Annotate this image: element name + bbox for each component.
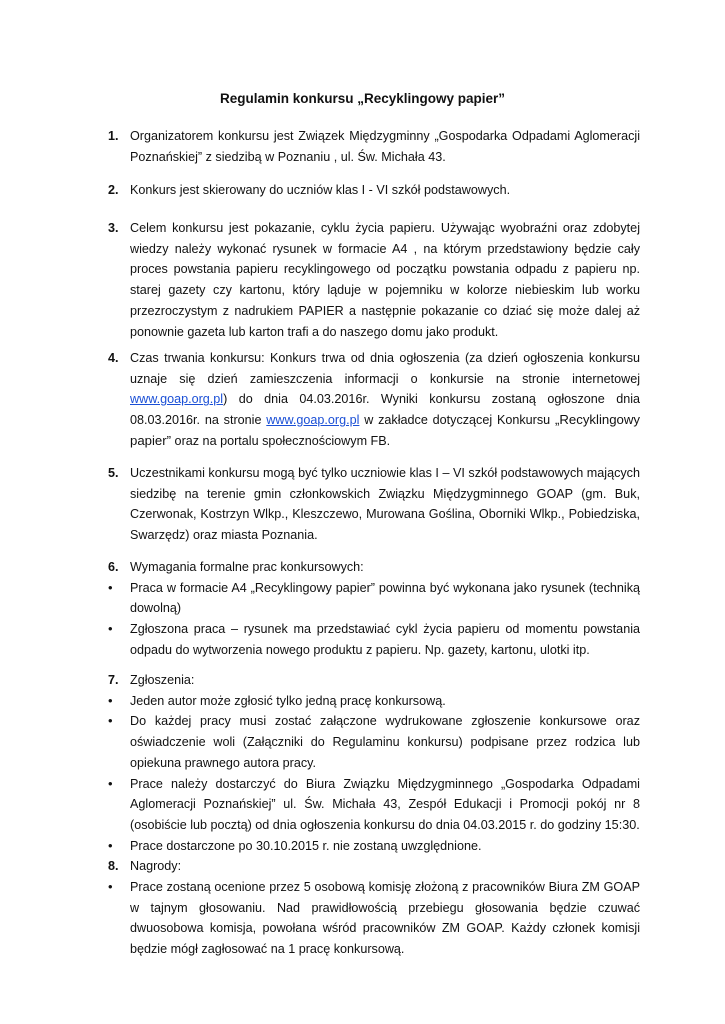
section-text: Konkurs jest skierowany do uczniów klas I - VI szkół podstawowych. xyxy=(130,183,511,197)
list-item xyxy=(108,836,640,857)
website-link-2[interactable]: www.goap.org.pl xyxy=(266,413,360,428)
section-text-part: w zakładce dotyczącej Konkursu xyxy=(359,413,555,428)
section-4-row xyxy=(108,348,640,452)
list-item-text: Jeden autor może zgłosić tylko jedną pracę konkursową. xyxy=(130,693,446,708)
bullet-icon: • xyxy=(108,775,113,791)
list-item-text: Do każdej pracy musi zostać załączone wydrukowane zgłoszenie konkursowe oraz oświadczenie woli (Załączniki do Regulaminu konkursu) podpisane przez rodzica lub opiekuna prawnego autora pracy. xyxy=(130,714,640,770)
section-3-row xyxy=(108,218,640,342)
section-5 xyxy=(108,463,640,546)
section-2 xyxy=(108,180,640,201)
list-item xyxy=(108,711,640,773)
section-6-heading-row xyxy=(108,557,640,578)
section-8-heading-row xyxy=(108,856,640,877)
section-number: 8. xyxy=(108,859,119,874)
bullet-icon: • xyxy=(108,837,113,853)
section-number: 5. xyxy=(108,466,119,480)
section-number: 6. xyxy=(108,560,119,574)
list-item xyxy=(108,877,640,960)
section-1 xyxy=(108,126,640,167)
section-number: 3. xyxy=(108,221,119,235)
section-3 xyxy=(108,218,640,342)
section-heading: Nagrody: xyxy=(130,859,182,874)
bullet-icon: • xyxy=(108,692,113,708)
bullet-icon: • xyxy=(108,879,113,895)
section-text-part: ) do dnia 04.03.2016r. Wyniki konkursu zostaną ogłoszone dnia 08.03.2016r. na stronie xyxy=(130,392,640,428)
list-item-text: Zgłoszona praca – rysunek ma przedstawiać cykl życia papieru od momentu powstania odpadu do wytworzenia nowego produktu z papieru. Np. gazety, kartonu, ulotki itp. xyxy=(130,622,640,657)
list-item-text: Praca w formacie A4 „Recyklingowy papier” powinna być wykonana jako rysunek (techniką dowolną) xyxy=(130,580,640,616)
section-number: 7. xyxy=(108,673,119,687)
bullet-icon: • xyxy=(108,713,113,729)
bullet-icon: • xyxy=(108,579,113,595)
list-item xyxy=(108,578,640,619)
section-text: Organizatorem konkursu jest Związek Międzygminny „Gospodarka Odpadami Aglomeracji Poznańskiej” z siedzibą w Poznaniu , ul. Św. Michała 43. xyxy=(130,129,640,164)
list-item-text: Prace należy dostarczyć do Biura Związku Międzygminnego „Gospodarka Odpadami Aglomeracji Poznańskiej” ul. Św. Michała 43, Zespół Edukacji i Promocji pokój nr 8 (osobiście lub pocztą) od dnia ogłoszenia konkursu do dnia 04.03.2015 r. do godziny 15:30. xyxy=(130,776,640,832)
list-item xyxy=(108,691,640,712)
section-7-heading-row xyxy=(108,670,640,691)
section-4 xyxy=(108,348,640,452)
website-link[interactable]: www.goap.org.pl xyxy=(130,392,224,407)
contest-name: „Recyklingowy papier” xyxy=(130,412,641,448)
bullet-icon: • xyxy=(108,621,113,637)
section-6 xyxy=(108,557,640,661)
section-text-part: oraz na portalu społecznościowym FB. xyxy=(171,433,391,448)
section-text: Uczestnikami konkursu mogą być tylko uczniowie klas I – VI szkół podstawowych mających siedzibę na terenie gmin członkowskich Związku Międzygminnego GOAP (gm. Buk, Czerwonak, Kostrzyn Wlkp., Kleszczewo, Murowana Goślina, Oborniki Wlkp., Pobiedziska, Swarzędz) oraz miasta Poznania. xyxy=(130,466,640,543)
section-number: 1. xyxy=(108,129,119,143)
section-text-part: Czas trwania konkursu: Konkurs trwa od dnia ogłoszenia (za dzień ogłoszenia konkursu uznaje się dzień zamieszczenia informacji o konkursie na stronie internetowej xyxy=(130,351,640,386)
section-2-row xyxy=(108,180,640,201)
section-1-row xyxy=(108,126,640,167)
section-7 xyxy=(108,670,640,960)
section-heading: Zgłoszenia: xyxy=(130,673,195,687)
section-heading: Wymagania formalne prac konkursowych: xyxy=(130,560,364,574)
list-item-text: Prace zostaną ocenione przez 5 osobową komisję złożoną z pracowników Biura ZM GOAP w tajnym głosowaniu. Nad prawidłowością przebiegu głosowania będzie czuwać dwuosobowa komisja, powołana wśród pracowników ZM GOAP. Każdy członek komisji będzie mógł zagłosować na 1 pracę konkursową. xyxy=(130,880,640,957)
list-item-text: Prace dostarczone po 30.10.2015 r. nie zostaną uwzględnione. xyxy=(130,838,482,853)
list-item xyxy=(108,619,640,660)
section-text: Celem konkursu jest pokazanie, cyklu życia papieru. Używając wyobraźni oraz zdobytej wiedzy należy wykonać rysunek w formacie A4 , na którym przedstawiony będzie cały proces powstania papieru recyklingowego od początku powstania odpadu z papieru np. starej gazety czy kartonu, który ląduje w pojemniku w kolorze niebieskim lub worku przezroczystym z nadrukiem PAPIER a następnie pokazanie co dziać się może dalej aż ponownie gazeta lub karton trafi a do naszego domu jako produkt. xyxy=(130,221,640,339)
section-number: 2. xyxy=(108,183,119,197)
section-number: 4. xyxy=(108,351,119,365)
list-item xyxy=(108,774,640,836)
section-5-row xyxy=(108,463,640,546)
document-title: Regulamin konkursu „Recyklingowy papier” xyxy=(219,91,506,106)
